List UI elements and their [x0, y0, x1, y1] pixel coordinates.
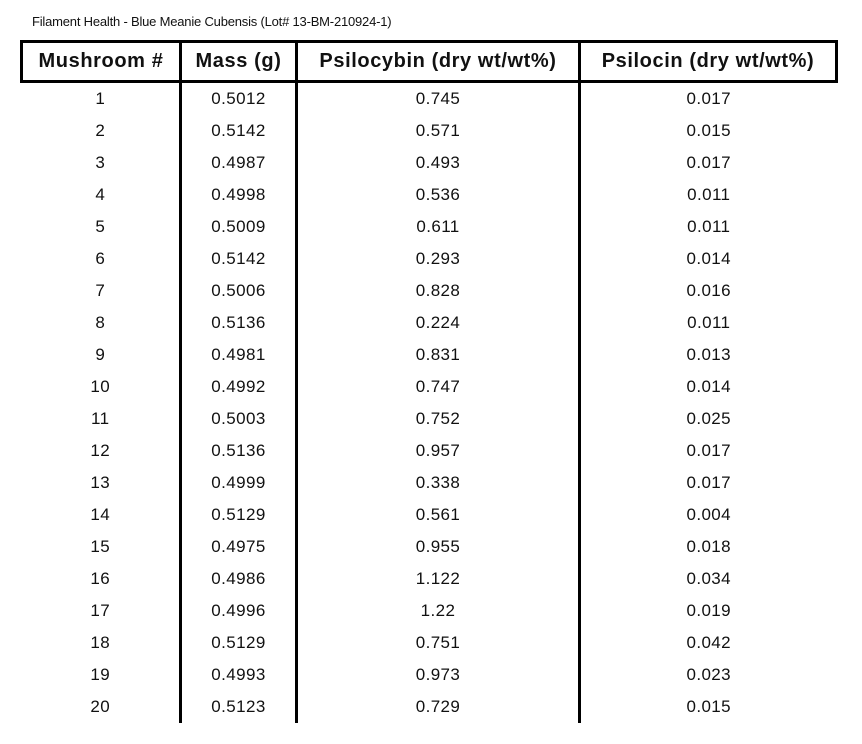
results-table — [20, 40, 838, 723]
header-mass: Mass (g) — [181, 42, 297, 82]
cell-mushroom-number: 8 — [22, 307, 181, 339]
cell-mass: 0.5006 — [181, 275, 297, 307]
table-row — [22, 563, 837, 595]
cell-mushroom-number: 15 — [22, 531, 181, 563]
cell-mass: 0.4986 — [181, 563, 297, 595]
cell-psilocybin: 0.561 — [297, 499, 580, 531]
header-mushroom-number: Mushroom # — [22, 42, 181, 82]
cell-mushroom-number: 1 — [22, 82, 181, 116]
cell-psilocybin: 1.22 — [297, 595, 580, 627]
table-caption: Filament Health - Blue Meanie Cubensis (Lot# 13-BM-210924-1) — [32, 14, 392, 29]
cell-psilocin: 0.017 — [580, 82, 837, 116]
table-row — [22, 659, 837, 691]
cell-mushroom-number: 6 — [22, 243, 181, 275]
header-row — [22, 42, 837, 82]
table-row — [22, 627, 837, 659]
header-psilocin: Psilocin (dry wt/wt%) — [580, 42, 837, 82]
cell-mass: 0.5142 — [181, 115, 297, 147]
cell-psilocybin: 0.745 — [297, 82, 580, 116]
cell-psilocin: 0.019 — [580, 595, 837, 627]
table-row — [22, 403, 837, 435]
cell-mass: 0.5136 — [181, 435, 297, 467]
cell-psilocybin: 0.752 — [297, 403, 580, 435]
cell-mushroom-number: 18 — [22, 627, 181, 659]
cell-mushroom-number: 17 — [22, 595, 181, 627]
cell-mass: 0.5012 — [181, 82, 297, 116]
cell-psilocin: 0.014 — [580, 371, 837, 403]
cell-psilocin: 0.023 — [580, 659, 837, 691]
cell-psilocin: 0.013 — [580, 339, 837, 371]
cell-mass: 0.4999 — [181, 467, 297, 499]
cell-psilocybin: 0.338 — [297, 467, 580, 499]
cell-mass: 0.5129 — [181, 627, 297, 659]
cell-psilocin: 0.011 — [580, 307, 837, 339]
table-row — [22, 691, 837, 723]
cell-psilocybin: 0.973 — [297, 659, 580, 691]
cell-psilocin: 0.018 — [580, 531, 837, 563]
cell-mass: 0.5123 — [181, 691, 297, 723]
table-row — [22, 371, 837, 403]
cell-mass: 0.4981 — [181, 339, 297, 371]
cell-psilocybin: 0.957 — [297, 435, 580, 467]
cell-mass: 0.4996 — [181, 595, 297, 627]
cell-mass: 0.4975 — [181, 531, 297, 563]
cell-psilocin: 0.042 — [580, 627, 837, 659]
cell-psilocin: 0.025 — [580, 403, 837, 435]
cell-psilocin: 0.011 — [580, 211, 837, 243]
data-sheet — [20, 40, 838, 723]
cell-mass: 0.4992 — [181, 371, 297, 403]
cell-mushroom-number: 7 — [22, 275, 181, 307]
cell-psilocybin: 0.828 — [297, 275, 580, 307]
cell-mass: 0.5003 — [181, 403, 297, 435]
table-body — [22, 82, 837, 724]
cell-mushroom-number: 14 — [22, 499, 181, 531]
cell-psilocin: 0.034 — [580, 563, 837, 595]
cell-psilocin: 0.014 — [580, 243, 837, 275]
cell-mushroom-number: 20 — [22, 691, 181, 723]
cell-psilocybin: 0.611 — [297, 211, 580, 243]
cell-psilocin: 0.015 — [580, 115, 837, 147]
cell-psilocybin: 0.571 — [297, 115, 580, 147]
cell-psilocin: 0.004 — [580, 499, 837, 531]
cell-mushroom-number: 4 — [22, 179, 181, 211]
cell-psilocybin: 0.747 — [297, 371, 580, 403]
cell-psilocybin: 0.293 — [297, 243, 580, 275]
cell-psilocybin: 0.224 — [297, 307, 580, 339]
cell-mass: 0.5129 — [181, 499, 297, 531]
cell-mushroom-number: 2 — [22, 115, 181, 147]
table-row — [22, 275, 837, 307]
table-row — [22, 531, 837, 563]
table-row — [22, 115, 837, 147]
cell-mushroom-number: 3 — [22, 147, 181, 179]
table-row — [22, 82, 837, 116]
table-row — [22, 499, 837, 531]
cell-psilocin: 0.011 — [580, 179, 837, 211]
cell-mushroom-number: 10 — [22, 371, 181, 403]
table-row — [22, 467, 837, 499]
cell-mushroom-number: 16 — [22, 563, 181, 595]
header-psilocybin: Psilocybin (dry wt/wt%) — [297, 42, 580, 82]
cell-psilocin: 0.017 — [580, 147, 837, 179]
cell-psilocybin: 1.122 — [297, 563, 580, 595]
cell-psilocybin: 0.493 — [297, 147, 580, 179]
cell-psilocin: 0.016 — [580, 275, 837, 307]
table-row — [22, 147, 837, 179]
table-row — [22, 211, 837, 243]
cell-mushroom-number: 5 — [22, 211, 181, 243]
table-row — [22, 307, 837, 339]
cell-psilocin: 0.015 — [580, 691, 837, 723]
cell-psilocin: 0.017 — [580, 467, 837, 499]
cell-mass: 0.4993 — [181, 659, 297, 691]
table-row — [22, 339, 837, 371]
cell-mass: 0.5009 — [181, 211, 297, 243]
cell-mushroom-number: 11 — [22, 403, 181, 435]
cell-psilocybin: 0.751 — [297, 627, 580, 659]
cell-psilocybin: 0.536 — [297, 179, 580, 211]
cell-mass: 0.4998 — [181, 179, 297, 211]
cell-mass: 0.5142 — [181, 243, 297, 275]
cell-mushroom-number: 13 — [22, 467, 181, 499]
cell-mushroom-number: 12 — [22, 435, 181, 467]
table-row — [22, 435, 837, 467]
cell-psilocybin: 0.831 — [297, 339, 580, 371]
cell-psilocybin: 0.955 — [297, 531, 580, 563]
cell-mass: 0.4987 — [181, 147, 297, 179]
cell-mass: 0.5136 — [181, 307, 297, 339]
cell-psilocybin: 0.729 — [297, 691, 580, 723]
cell-mushroom-number: 9 — [22, 339, 181, 371]
cell-psilocin: 0.017 — [580, 435, 837, 467]
cell-mushroom-number: 19 — [22, 659, 181, 691]
table-row — [22, 179, 837, 211]
table-row — [22, 595, 837, 627]
table-row — [22, 243, 837, 275]
